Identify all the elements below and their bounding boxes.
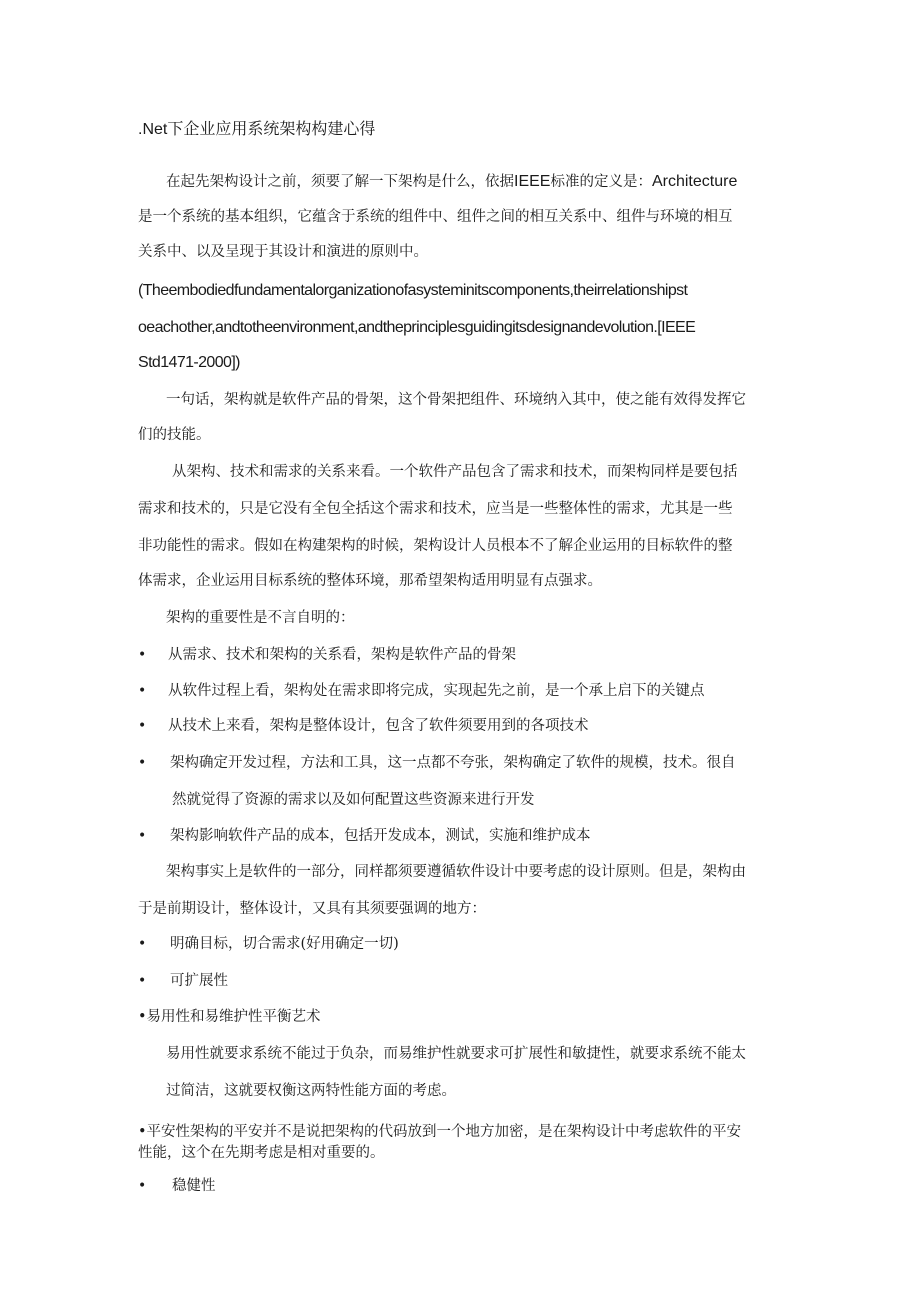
para6-line1: 易用性就要求系统不能过于负杂，而易维护性就要求可扩展性和敏捷性，就要求系统不能太 — [166, 1046, 746, 1062]
para2-line1: 一句话，架构就是软件产品的骨架，这个骨架把组件、环境纳入其中，使之能有效得发挥它 — [166, 392, 746, 408]
para1-line2: 是一个系统的基本组织，它蕴含于系统的组件中、组件之间的相互关系中、组件与环境的相互 — [138, 209, 733, 225]
bullet-marker: • — [138, 683, 147, 699]
para3-line2: 需求和技术的，只是它没有全包全括这个需求和技术，应当是一些整体性的需求，尤其是一些 — [138, 501, 733, 517]
para2-line2: 们的技能。 — [138, 427, 211, 443]
para4: 架构的重要性是不言自明的： — [166, 610, 355, 626]
list-item: 架构确定开发过程，方法和工具，这一点都不夸张，架构确定了软件的规模，技术。很自 — [170, 755, 736, 771]
quote-line3: Std1471-2000]) — [138, 354, 240, 371]
document-title: .Net下企业应用系统架构构建心得 — [138, 121, 376, 138]
list-item: 架构影响软件产品的成本，包括开发成本，测试，实施和维护成本 — [170, 828, 591, 844]
bullet-marker: • — [138, 828, 147, 844]
list-item: 从技术上来看，架构是整体设计，包含了软件须要用到的各项技术 — [168, 718, 589, 734]
list-item-robustness: 稳健性 — [172, 1178, 216, 1194]
para6-line2: 过简洁，这就要权衡这两特性能方面的考虑。 — [166, 1083, 456, 1099]
para3-line3: 非功能性的需求。假如在构建架构的时候，架构设计人员根本不了解企业运用的目标软件的整 — [138, 538, 733, 554]
list-item: 明确目标，切合需求(好用确定一切) — [170, 936, 399, 952]
quote-line1: (Theembodiedfundamentalorganizationofasysteminitscomponents,theirrelationshipst — [138, 282, 688, 299]
bullet-marker: • — [138, 936, 147, 952]
list-item: 从软件过程上看，架构处在需求即将完成，实现起先之前，是一个承上启下的关键点 — [168, 683, 705, 699]
list-item-usability: •易用性和易维护性平衡艺术 — [138, 1009, 321, 1025]
bullet-marker: • — [138, 647, 147, 663]
bullet-marker: • — [138, 755, 147, 771]
list-item-continuation: 然就觉得了资源的需求以及如何配置这些资源来进行开发 — [172, 792, 535, 808]
list-item-security-line1: •平安性架构的平安并不是说把架构的代码放到一个地方加密，是在架构设计中考虑软件的平安 — [138, 1124, 742, 1140]
para1-line3: 关系中、以及呈现于其设计和演进的原则中。 — [138, 244, 428, 260]
para1-line1: 在起先架构设计之前，须要了解一下架构是什么，依据IEEE标准的定义是：Architecture — [166, 173, 738, 190]
para3-line1: 从架构、技术和需求的关系来看。一个软件产品包含了需求和技术，而架构同样是要包括 — [172, 464, 738, 480]
para5-line2: 于是前期设计，整体设计，又具有其须要强调的地方： — [138, 901, 486, 917]
bullet-marker: • — [138, 718, 147, 734]
bullet-marker: • — [138, 973, 147, 989]
quote-line2: oeachother,andtotheenvironment,andtheprinciplesguidingitsdesignandevolution.[IEEE — [138, 319, 696, 336]
bullet-marker: • — [138, 1178, 147, 1194]
list-item-security-line2: 性能，这个在先期考虑是相对重要的。 — [138, 1145, 385, 1161]
list-item: 从需求、技术和架构的关系看，架构是软件产品的骨架 — [168, 647, 516, 663]
para3-line4: 体需求，企业运用目标系统的整体环境，那希望架构适用明显有点强求。 — [138, 573, 602, 589]
list-item: 可扩展性 — [170, 973, 228, 989]
para5-line1: 架构事实上是软件的一部分，同样都须要遵循软件设计中要考虑的设计原则。但是，架构由 — [166, 864, 746, 880]
